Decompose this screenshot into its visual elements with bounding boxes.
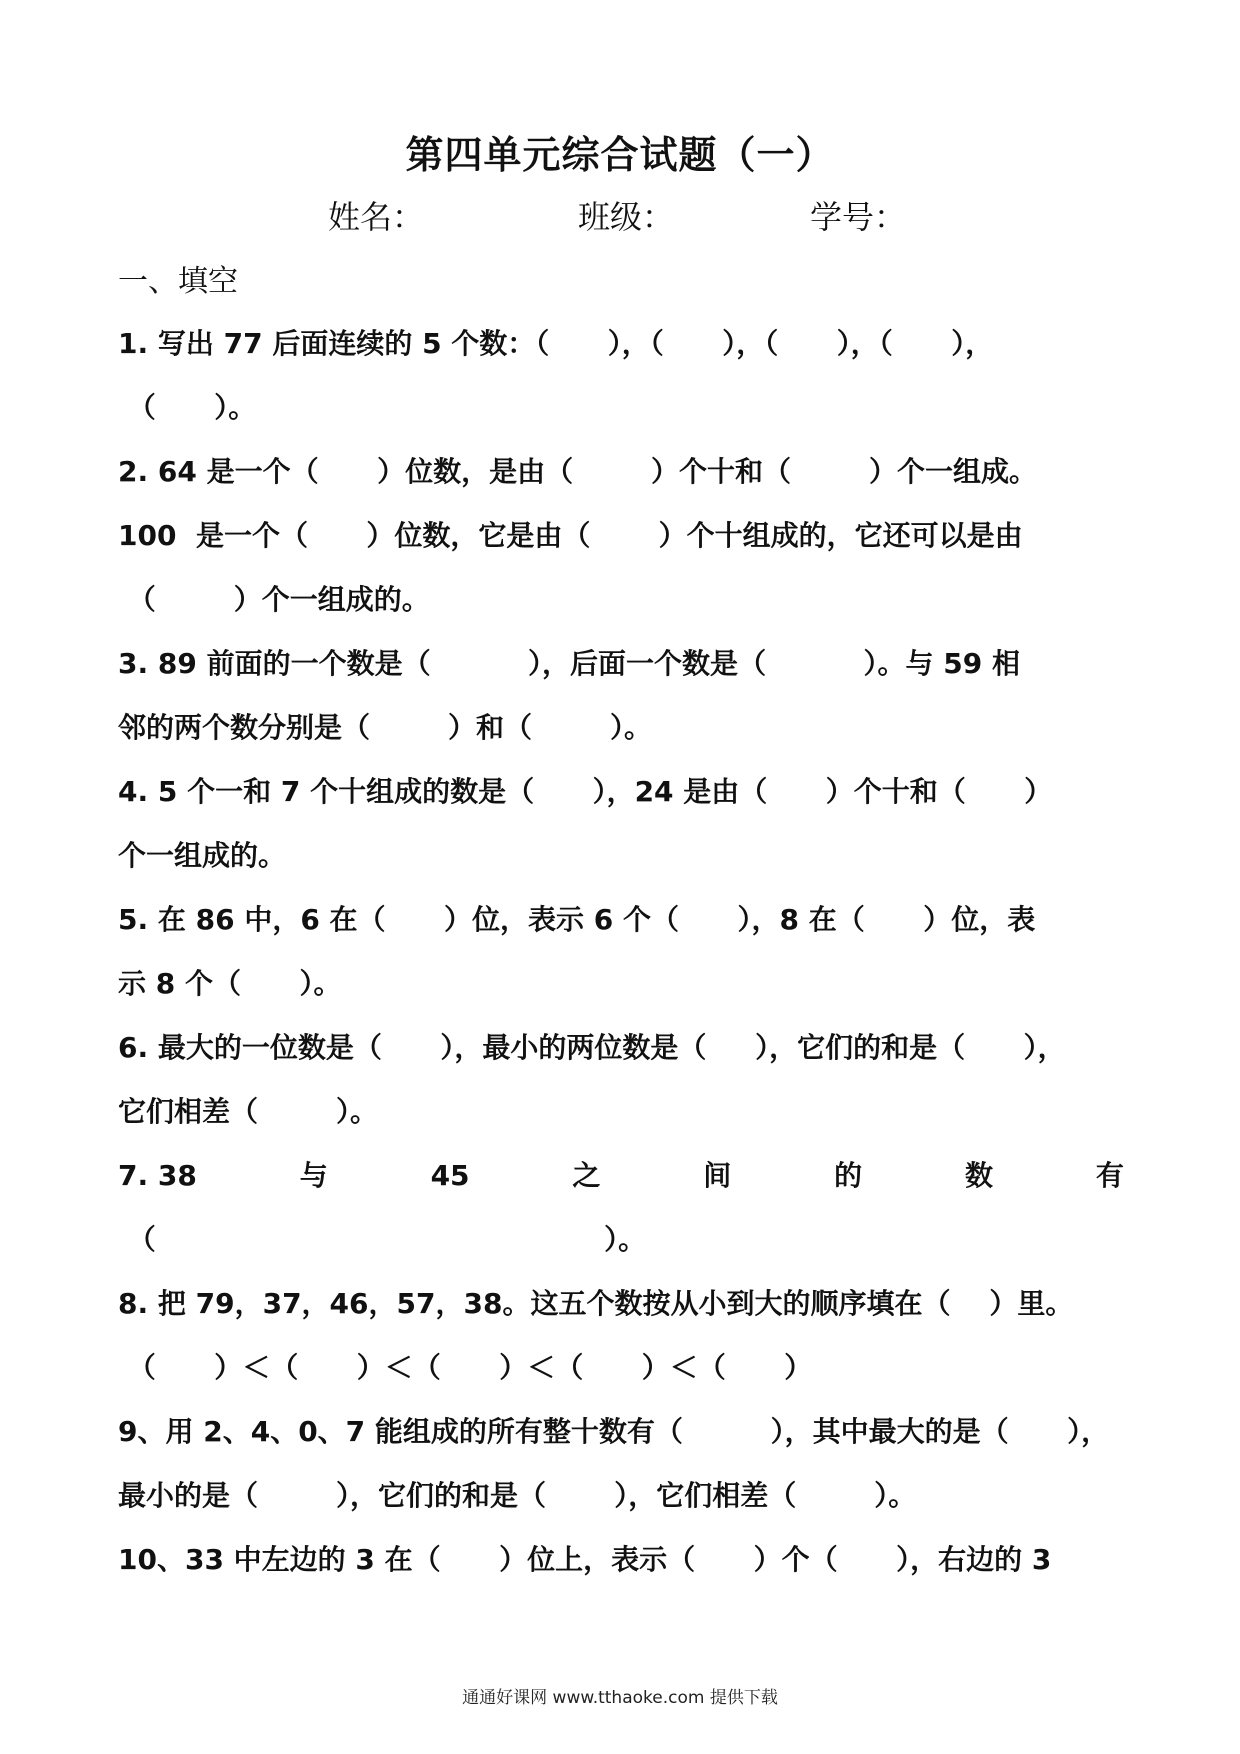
- question-6-line-1: 6. 最大的一位数是（ ），最小的两位数是（ ），它们的和是（ ），: [118, 1031, 1066, 1064]
- question-7-word: 数: [965, 1159, 994, 1192]
- section-heading-fill-in: 一、填空: [118, 264, 238, 299]
- question-9-line-2: 最小的是（ ），它们的和是（ ），它们相差（ ）。: [118, 1479, 917, 1512]
- question-2-line-2: 100 是一个（ ）位数，它是由（ ）个十组成的，它还可以是由: [118, 519, 1023, 552]
- question-3-line-2: 邻的两个数分别是（ ）和（ ）。: [118, 711, 652, 744]
- question-9-line-1: 9、用 2、4、0、7 能组成的所有整十数有（ ），其中最大的是（ ），: [118, 1415, 1110, 1448]
- question-7-line-2: （ ）。: [118, 1223, 647, 1256]
- question-7-word: 的: [834, 1159, 863, 1192]
- question-7-word: 7. 38: [118, 1159, 197, 1192]
- question-7-word: 与: [299, 1159, 328, 1192]
- page-title: 第四单元综合试题（一）: [405, 132, 835, 177]
- question-7-word: 有: [1095, 1159, 1124, 1192]
- question-4-line-2: 个一组成的。: [118, 839, 287, 872]
- question-5-line-2: 示 8 个（ ）。: [118, 967, 342, 1000]
- question-7-word: 45: [430, 1159, 470, 1192]
- question-2-line-1: 2. 64 是一个（ ）位数，是由（ ）个十和（ ）个一组成。: [118, 455, 1038, 488]
- class-label: 班级：: [578, 198, 675, 236]
- question-7-line-1: [118, 1156, 1124, 1196]
- question-6-line-2: 它们相差（ ）。: [118, 1095, 378, 1128]
- student-id-label: 学号：: [810, 198, 907, 236]
- question-3-line-1: 3. 89 前面的一个数是（ ），后面一个数是（ ）。与 59 相: [118, 647, 1021, 680]
- question-5-line-1: 5. 在 86 中，6 在（ ）位，表示 6 个（ ），8 在（ ）位，表: [118, 903, 1036, 936]
- question-8-line-2: （ ）＜（ ）＜（ ）＜（ ）＜（ ）: [118, 1351, 813, 1384]
- question-4-line-1: 4. 5 个一和 7 个十组成的数是（ ），24 是由（ ）个十和（ ）: [118, 775, 1053, 808]
- question-2-line-3: （ ）个一组成的。: [118, 583, 430, 616]
- question-7-word: 间: [703, 1159, 732, 1192]
- question-8-line-1: 8. 把 79，37，46，57，38。这五个数按从小到大的顺序填在（ ）里。: [118, 1287, 1074, 1320]
- question-10-line-1: 10、33 中左边的 3 在（ ）位上，表示（ ）个（ ），右边的 3: [118, 1543, 1052, 1576]
- question-7-word: 之: [572, 1159, 601, 1192]
- footer-source-note: 通通好课网 www.tthaoke.com 提供下载: [462, 1688, 778, 1708]
- question-1-line-2: （ ）。: [118, 391, 257, 424]
- name-label: 姓名：: [328, 198, 425, 236]
- question-1-line-1: 1. 写出 77 后面连续的 5 个数：（ ），（ ），（ ），（ ），: [118, 327, 994, 360]
